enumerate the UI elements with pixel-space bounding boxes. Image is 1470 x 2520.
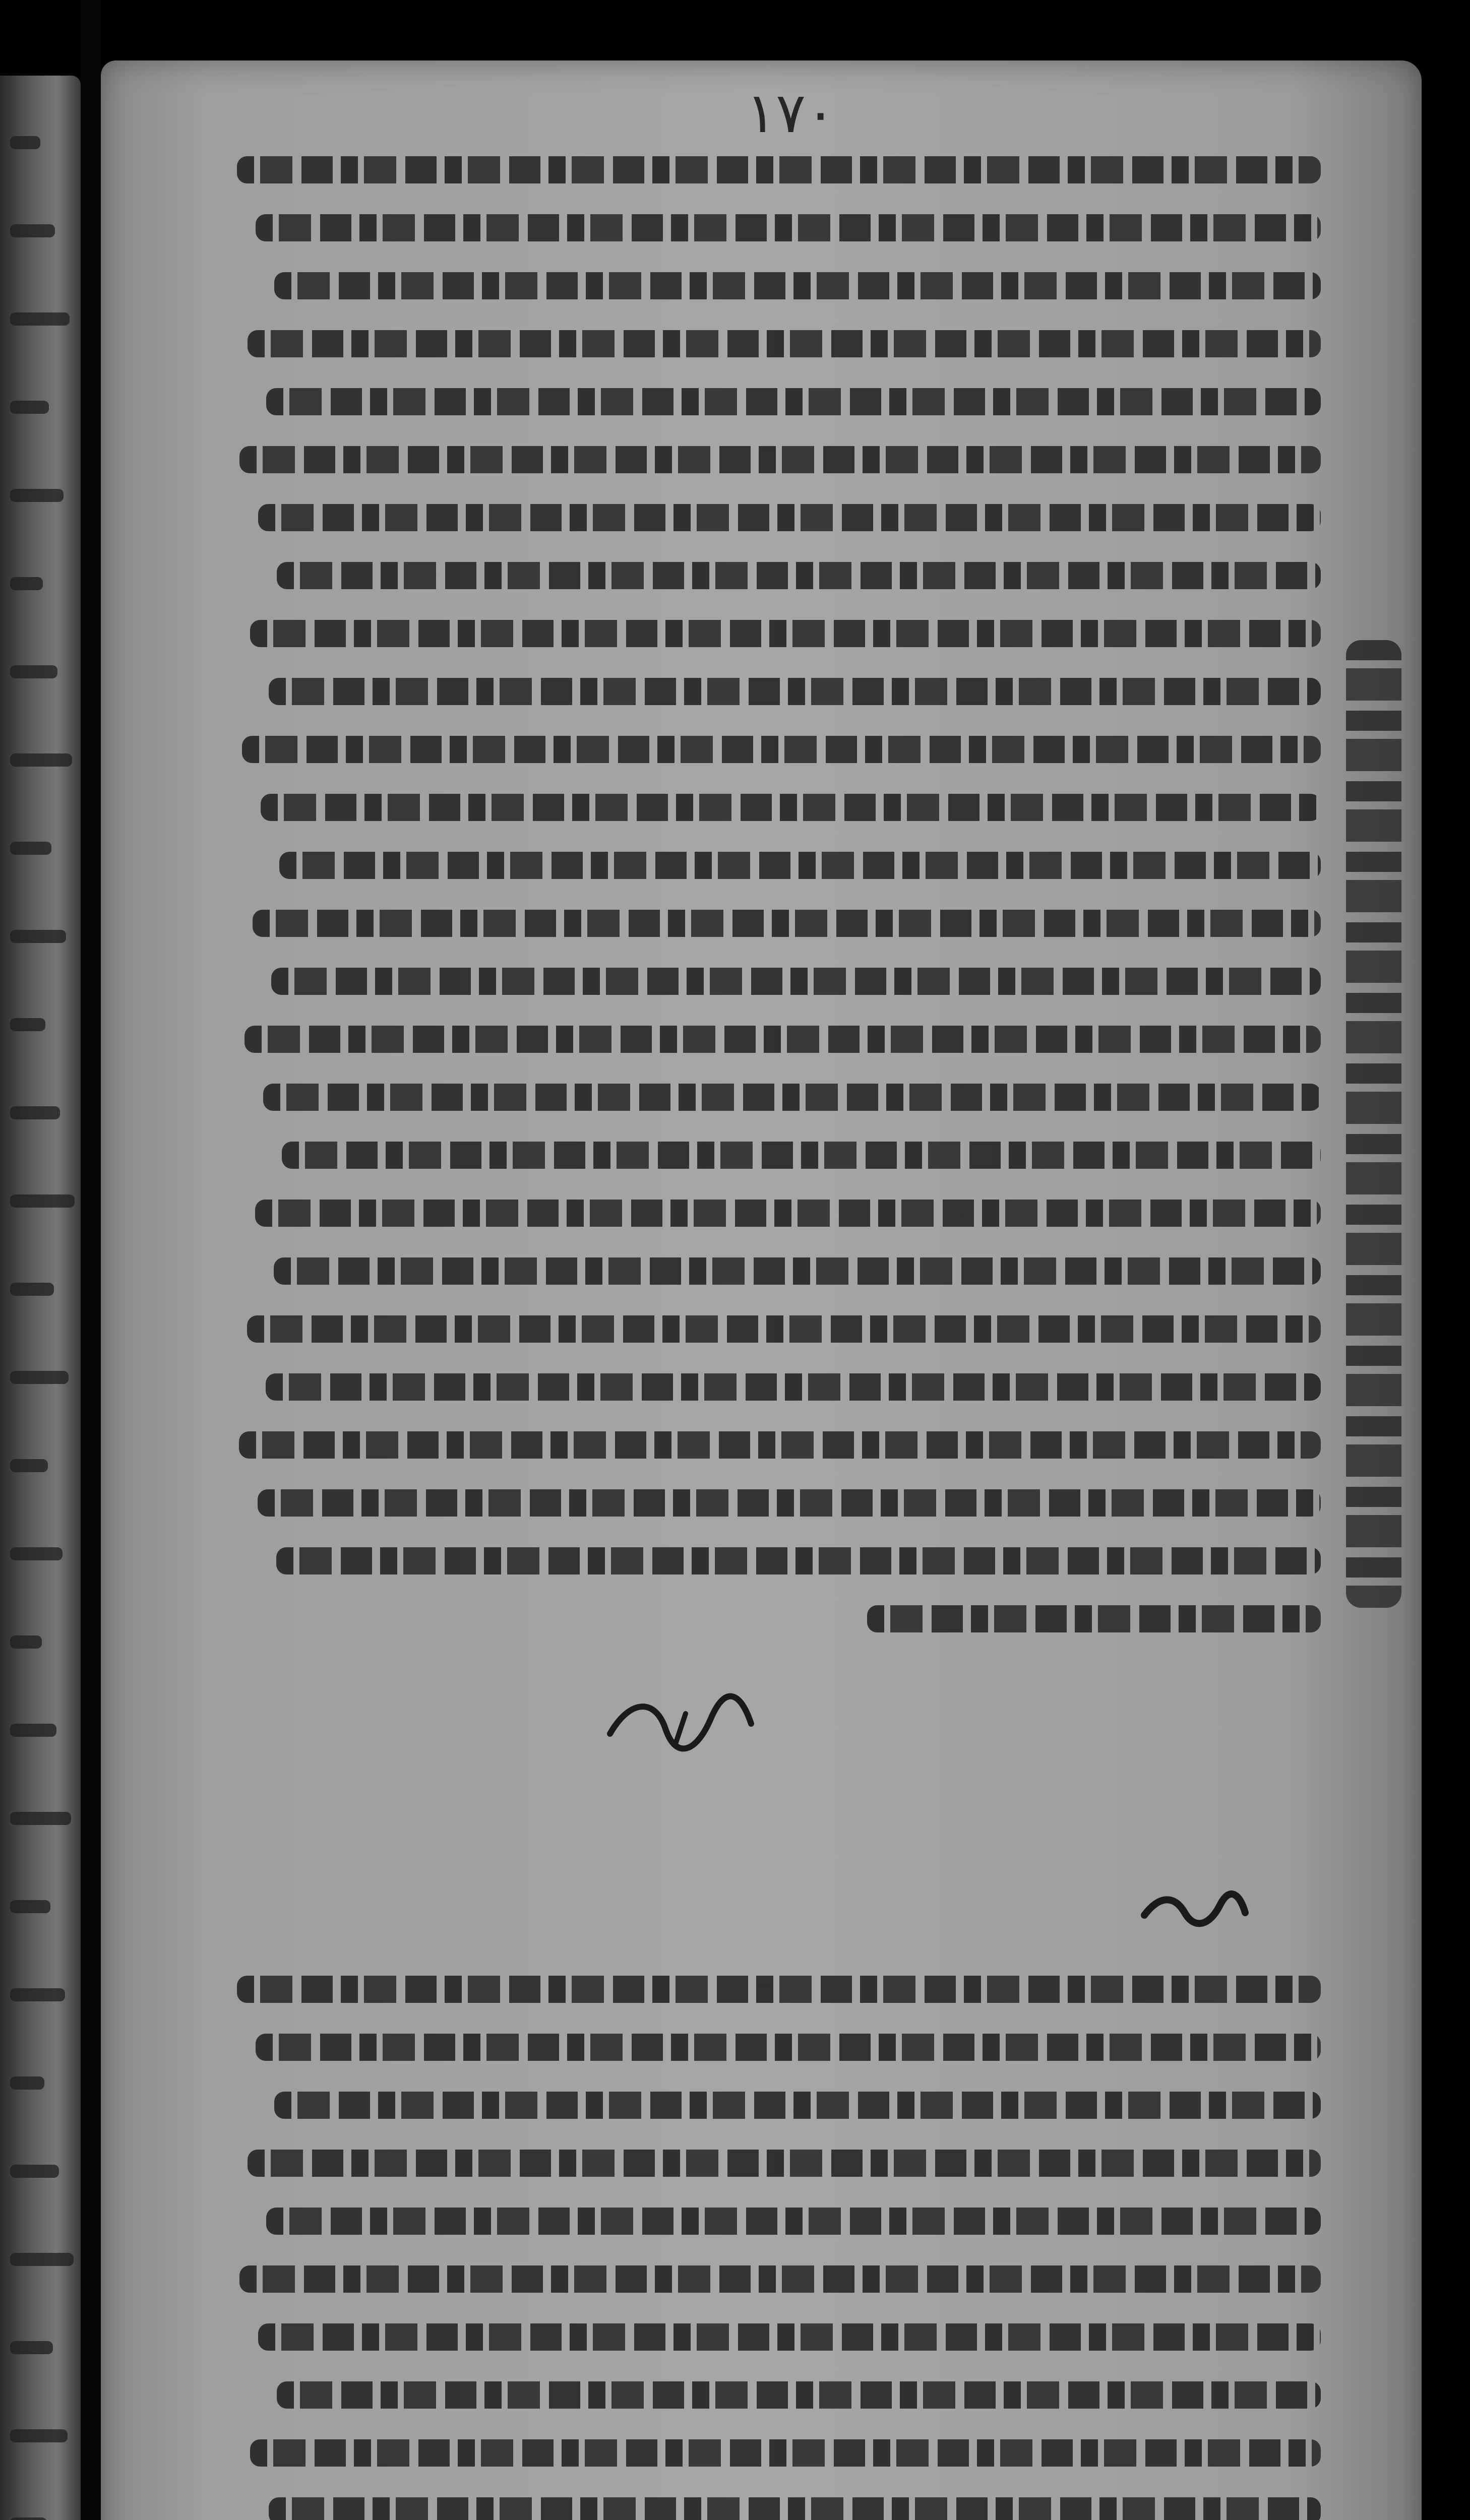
previous-page-text-fragment xyxy=(10,1459,48,1472)
handwritten-line xyxy=(187,774,1321,832)
previous-page-text-fragment xyxy=(10,1900,50,1913)
previous-page-text-fragment xyxy=(10,1371,69,1384)
handwritten-line xyxy=(187,716,1321,774)
register-page xyxy=(101,60,1422,2520)
handwritten-line xyxy=(187,832,1321,890)
handwritten-line xyxy=(187,2071,1321,2129)
handwritten-line xyxy=(187,484,1321,542)
handwritten-line xyxy=(187,2129,1321,2187)
handwritten-line xyxy=(187,542,1321,600)
previous-page-text-fragment xyxy=(10,2076,44,2090)
handwritten-line xyxy=(187,426,1321,484)
handwritten-line xyxy=(187,194,1321,252)
previous-page-text-fragment xyxy=(10,1547,63,1560)
handwritten-line xyxy=(187,310,1321,368)
previous-page-text-fragment xyxy=(10,2517,47,2520)
handwritten-line xyxy=(187,948,1321,1005)
margin-annotation-1 xyxy=(1346,640,1401,1608)
book-gutter xyxy=(81,0,101,2520)
previous-page-text-fragment xyxy=(10,489,64,502)
previous-page-text-fragment xyxy=(10,753,72,767)
previous-page-text-fragment xyxy=(10,1018,45,1031)
previous-page-text-fragment xyxy=(10,1988,65,2001)
previous-page-text-fragment xyxy=(10,1724,56,1737)
entry-text-block-1 xyxy=(187,136,1321,1643)
handwritten-line xyxy=(187,2419,1321,2477)
right-edge-shadow xyxy=(1422,0,1470,2520)
previous-page-text-fragment xyxy=(10,1106,60,1119)
handwritten-line xyxy=(187,1585,1321,1643)
handwritten-line xyxy=(187,1121,1321,1179)
handwritten-line xyxy=(187,1956,1321,2013)
handwritten-line xyxy=(187,1353,1321,1411)
previous-page-text-fragment xyxy=(10,2253,74,2266)
handwritten-line xyxy=(187,890,1321,948)
entry-text-block-2 xyxy=(187,1956,1321,2520)
previous-page-text-fragment xyxy=(10,312,70,326)
handwritten-line xyxy=(187,252,1321,310)
previous-page-text-fragment xyxy=(10,224,55,237)
previous-page-text-fragment xyxy=(10,401,49,414)
previous-page-text-fragment xyxy=(10,2165,59,2178)
folio-number: ١٧٠ xyxy=(746,81,836,145)
previous-page-text-fragment xyxy=(10,1283,54,1296)
handwritten-line xyxy=(187,1469,1321,1527)
handwritten-line xyxy=(187,1237,1321,1295)
handwritten-line xyxy=(187,658,1321,716)
handwritten-line xyxy=(187,1063,1321,1121)
previous-page-text-fragment xyxy=(10,665,57,678)
previous-page-text-fragment xyxy=(10,1812,71,1825)
previous-page-text-fragment xyxy=(10,136,40,149)
handwritten-line xyxy=(187,1005,1321,1063)
previous-page-text-fragment xyxy=(10,577,43,590)
handwritten-line xyxy=(187,2361,1321,2419)
handwritten-line xyxy=(187,2245,1321,2303)
previous-page-text-fragment xyxy=(10,842,51,855)
handwritten-line xyxy=(187,2477,1321,2520)
handwritten-line xyxy=(187,1179,1321,1237)
previous-page-edge xyxy=(0,76,81,2520)
handwritten-line xyxy=(187,2013,1321,2071)
previous-page-text-fragment xyxy=(10,1635,42,1649)
handwritten-line xyxy=(187,600,1321,658)
handwritten-line xyxy=(187,1295,1321,1353)
handwritten-line xyxy=(187,2187,1321,2245)
previous-page-text-fragment xyxy=(10,930,66,943)
handwritten-line xyxy=(187,1527,1321,1585)
handwritten-line xyxy=(187,2303,1321,2361)
previous-page-text-fragment xyxy=(10,2429,68,2442)
signature-flourish-1 xyxy=(600,1683,761,1759)
previous-page-text-fragment xyxy=(10,2341,53,2354)
previous-page-text-fragment xyxy=(10,1194,75,1208)
handwritten-line xyxy=(187,1411,1321,1469)
handwritten-line xyxy=(187,136,1321,194)
handwritten-line xyxy=(187,368,1321,426)
entry-heading-mark xyxy=(1139,1885,1250,1930)
